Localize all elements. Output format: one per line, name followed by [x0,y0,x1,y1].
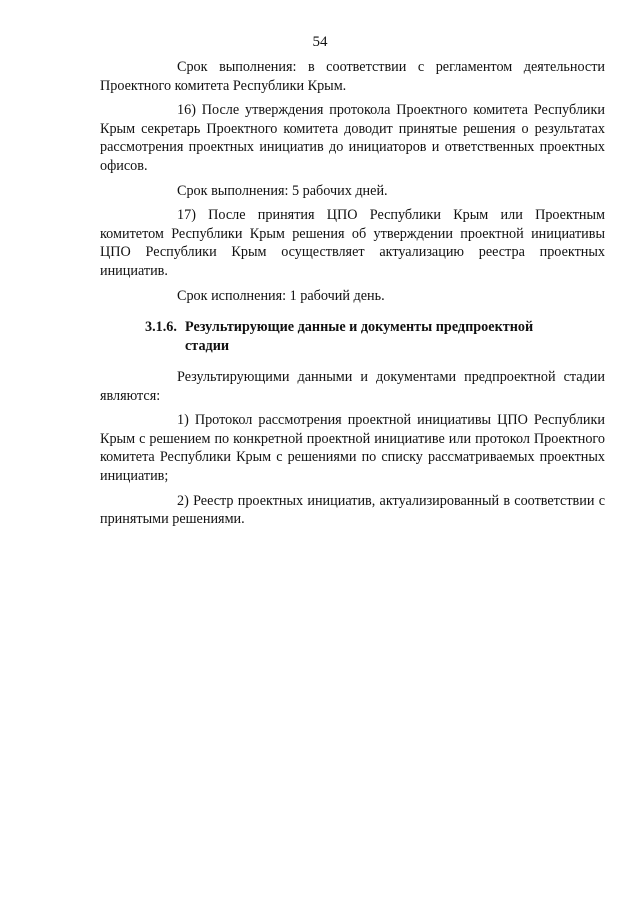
section-heading [145,318,585,355]
paragraph-deadline-1-day: Срок исполнения: 1 рабочий день. [177,287,385,304]
paragraph-result-item-2: 2) Реестр проектных инициатив, актуализированный в соответствии с принятыми решениями. [100,492,605,528]
text-block-upper [100,58,605,305]
page-number: 54 [312,34,328,50]
section-title-line1: Результирующие данные и документы предпроектной [185,319,534,335]
section-title-line2: стадии [185,337,230,354]
paragraph-item-17: 17) После принятия ЦПО Республики Крым или Проектным комитетом Республики Крым решения об утверждении проектной инициативы ЦПО Республики Крым осуществляет актуализацию реестра проектных инициатив. [100,207,605,279]
paragraph-deadline-5-days: Срок выполнения: 5 рабочих дней. [177,182,388,199]
paragraph-result-item-1: 1) Протокол рассмотрения проектной инициативы ЦПО Республики Крым с решением по конкретной проектной инициативе или протокол Проектного комитета Республики Крым с решениями по списку рассматриваемых проектных инициатив; [100,412,605,484]
paragraph-deadline-regulation: Срок выполнения: в соответствии с регламентом деятельности Проектного комитета Республики Крым. [100,59,605,94]
text-block-lower [100,368,605,529]
section-number: 3.1.6. [145,319,177,335]
paragraph-results-intro: Результирующими данными и документами предпроектной стадии являются: [100,369,605,404]
paragraph-item-16: 16) После утверждения протокола Проектного комитета Республики Крым секретарь Проектного комитета доводит принятые решения о результатах рассмотрения проектных инициатив до инициаторов и ответственных проектных офисов. [100,102,605,174]
